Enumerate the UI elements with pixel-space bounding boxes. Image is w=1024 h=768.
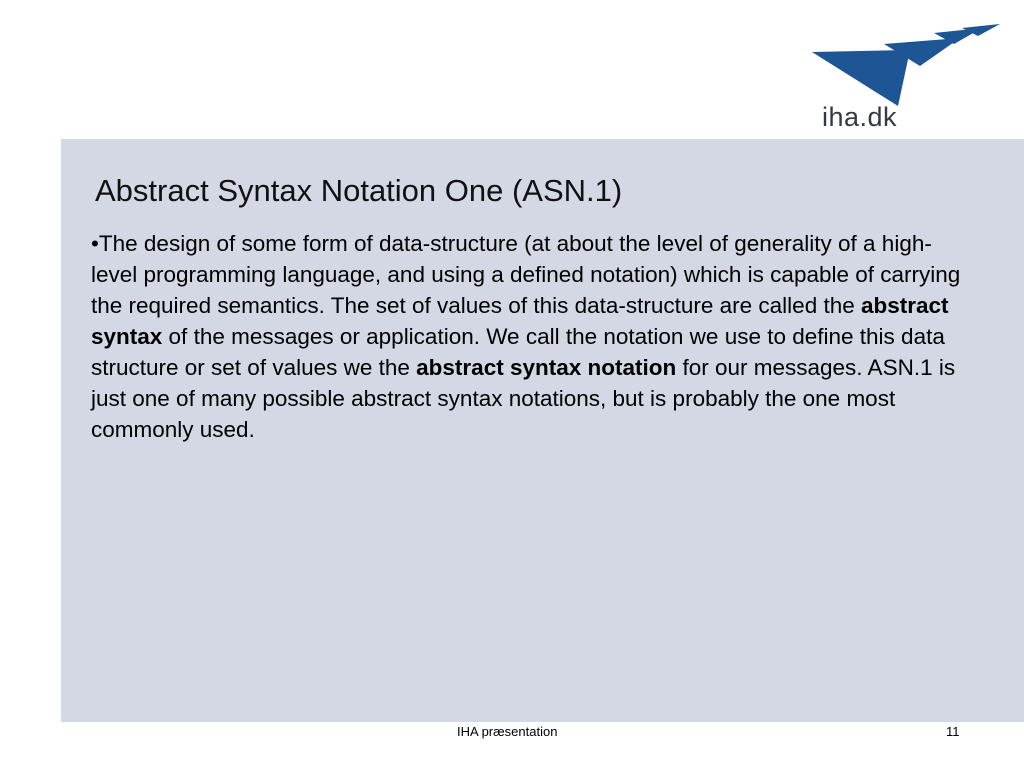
page-number: 11 bbox=[946, 724, 960, 739]
body-text-part-1: The design of some form of data-structure (at about the level of generality of a high-level programming language, and using a defined notation) which is capable of carrying the required semantics. The set of values of this data-structure are called the bbox=[91, 231, 961, 318]
slide-body-text bbox=[91, 228, 961, 445]
slide-title: Abstract Syntax Notation One (ASN.1) bbox=[95, 173, 623, 208]
iha-logo bbox=[812, 22, 1002, 134]
footer-label: IHA præsentation bbox=[457, 724, 558, 739]
body-text-part-3: for our messages. ASN.1 is just one of many possible abstract syntax notations, but is probably the one most commonly used. bbox=[91, 355, 956, 442]
bullet-marker: • bbox=[91, 231, 99, 256]
wing-stripes-icon bbox=[812, 22, 1002, 107]
term-abstract-syntax-notation: abstract syntax notation bbox=[416, 355, 677, 380]
logo-text: iha.dk bbox=[822, 102, 898, 132]
term-abstract-syntax: abstract syntax bbox=[91, 293, 949, 349]
body-text-part-2: of the messages or application. We call the notation we use to define this data structure or set of values we the bbox=[91, 324, 945, 380]
